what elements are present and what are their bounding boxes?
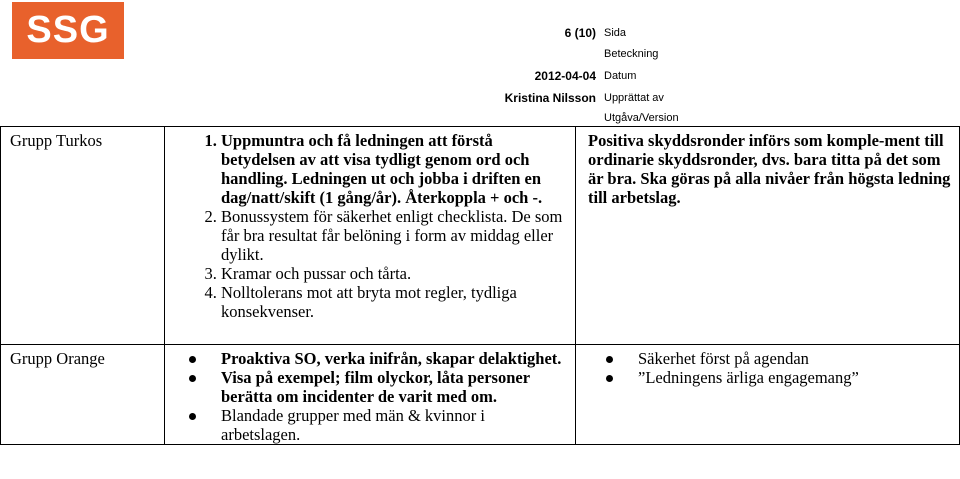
table-row — [1, 345, 960, 445]
date-label: Datum — [604, 70, 637, 82]
list-item: Proaktiva SO, verka inifrån, skapar delaktighet. — [221, 349, 567, 368]
comment-cell — [576, 345, 960, 445]
table-row — [1, 127, 960, 345]
bullet-list — [171, 349, 567, 444]
actions-cell — [165, 345, 576, 445]
actions-cell — [165, 127, 576, 345]
author-value: Kristina Nilsson — [504, 91, 596, 105]
list-item: Visa på exempel; film olyckor, låta personer berätta om incidenter de varit med om. — [221, 368, 567, 406]
list-item: 1. Uppmuntra och få ledningen att förstå betydelsen av att visa tydligt genom ord och handling. Ledningen ut och jobba i driften en dag/natt/skift (1 gång/år). Återkoppla + och -. — [221, 131, 567, 207]
ssg-logo — [12, 2, 124, 59]
author-label: Upprättat av — [604, 92, 664, 104]
numbered-list — [171, 131, 567, 321]
comment-cell: Positiva skyddsronder införs som komple-ment till ordinarie skyddsronder, dvs. bara titta på det som är bra. Ska göras på alla nivåer från högsta ledning till arbetslag. — [576, 127, 960, 345]
designation-label: Beteckning — [604, 48, 659, 60]
group-cell: Grupp Orange — [1, 345, 165, 445]
list-item: Säkerhet först på agendan — [638, 349, 951, 368]
group-cell: Grupp Turkos — [1, 127, 165, 345]
version-label: Utgåva/Version — [604, 112, 679, 124]
list-item: Blandade grupper med män & kvinnor i arbetslagen. — [221, 406, 567, 444]
list-item: ”Ledningens ärliga engagemang” — [638, 368, 951, 387]
groups-table — [0, 126, 960, 445]
list-item: 3. Kramar och pussar och tårta. — [221, 264, 567, 283]
bullet-list — [588, 349, 951, 387]
date-value: 2012-04-04 — [534, 69, 596, 83]
page-number: 6 (10) — [564, 26, 596, 40]
page-label: Sida — [604, 27, 627, 39]
logo-text: SSG — [26, 9, 110, 51]
list-item: 2. Bonussystem för säkerhet enligt checklista. De som får bra resultat får belöning i form av middag eller dylikt. — [221, 207, 567, 264]
list-item: 4. Nolltolerans mot att bryta mot regler, tydliga konsekvenser. — [221, 283, 567, 321]
